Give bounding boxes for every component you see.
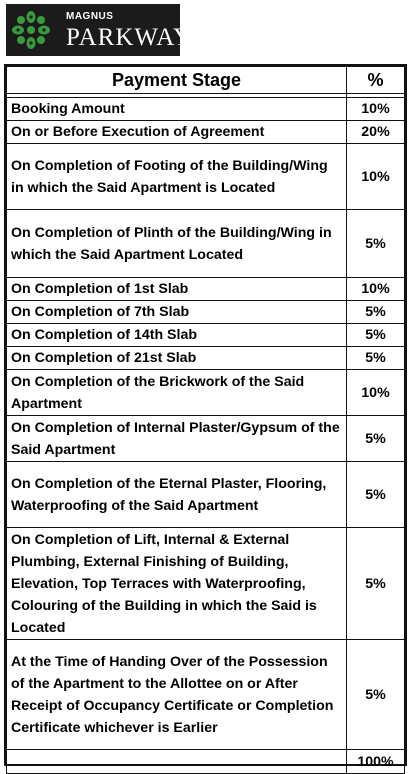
percent-cell: 10%	[347, 370, 405, 416]
stage-cell: Booking Amount	[7, 98, 347, 121]
stage-cell: On or Before Execution of Agreement	[7, 121, 347, 144]
stage-cell: On Completion of the Eternal Plaster, Flooring, Waterproofing of the Said Apartment	[7, 462, 347, 528]
percent-cell: 10%	[347, 278, 405, 301]
stage-cell: On Completion of Footing of the Building/Wing in which the Said Apartment is Located	[7, 144, 347, 210]
stage-cell: On Completion of 7th Slab	[7, 301, 347, 324]
payment-schedule-table	[4, 64, 407, 770]
logo-title: PARKWAY	[66, 24, 193, 51]
total-label-cell	[7, 750, 347, 774]
percent-cell: 5%	[347, 210, 405, 278]
stage-cell: At the Time of Handing Over of the Possession of the Apartment to the Allottee on or After Receipt of Occupancy Certificate or Completion Certificate whichever is Earlier	[7, 640, 347, 750]
stage-cell: On Completion of the Brickwork of the Said Apartment	[7, 370, 347, 416]
table-row	[7, 416, 405, 462]
stage-cell: On Completion of Plinth of the Building/Wing in which the Said Apartment Located	[7, 210, 347, 278]
table-row	[7, 324, 405, 347]
percent-cell: 5%	[347, 462, 405, 528]
table-header-row	[7, 67, 405, 94]
table-row	[7, 528, 405, 640]
table-row	[7, 144, 405, 210]
percent-cell: 5%	[347, 640, 405, 750]
stage-cell: On Completion of 1st Slab	[7, 278, 347, 301]
stage-cell: On Completion of 21st Slab	[7, 347, 347, 370]
header-percent: %	[347, 67, 405, 94]
percent-cell: 20%	[347, 121, 405, 144]
percent-cell: 10%	[347, 98, 405, 121]
table-row	[7, 640, 405, 750]
percent-cell: 5%	[347, 324, 405, 347]
percent-cell: 5%	[347, 528, 405, 640]
table-row	[7, 370, 405, 416]
table-row	[7, 98, 405, 121]
stage-cell: On Completion of Internal Plaster/Gypsum of the Said Apartment	[7, 416, 347, 462]
header-payment-stage: Payment Stage	[7, 67, 347, 94]
table-row	[7, 462, 405, 528]
total-percent-cell: 100%	[347, 750, 405, 774]
table-row	[7, 121, 405, 144]
table-row	[7, 347, 405, 370]
table-row	[7, 278, 405, 301]
stage-cell: On Completion of Lift, Internal & External Plumbing, External Finishing of Building, Elevation, Top Terraces with Waterproofing, Colouring of the Building in which the Said is Located	[7, 528, 347, 640]
percent-cell: 5%	[347, 301, 405, 324]
percent-cell: 10%	[347, 144, 405, 210]
logo	[6, 4, 193, 56]
table-row	[7, 210, 405, 278]
logo-subtitle: MAGNUS	[66, 11, 114, 22]
percent-cell: 5%	[347, 347, 405, 370]
table-row	[7, 301, 405, 324]
table-total-row	[7, 750, 405, 774]
stage-cell: On Completion of 14th Slab	[7, 324, 347, 347]
percent-cell: 5%	[347, 416, 405, 462]
leaf-cluster-icon	[12, 10, 50, 50]
